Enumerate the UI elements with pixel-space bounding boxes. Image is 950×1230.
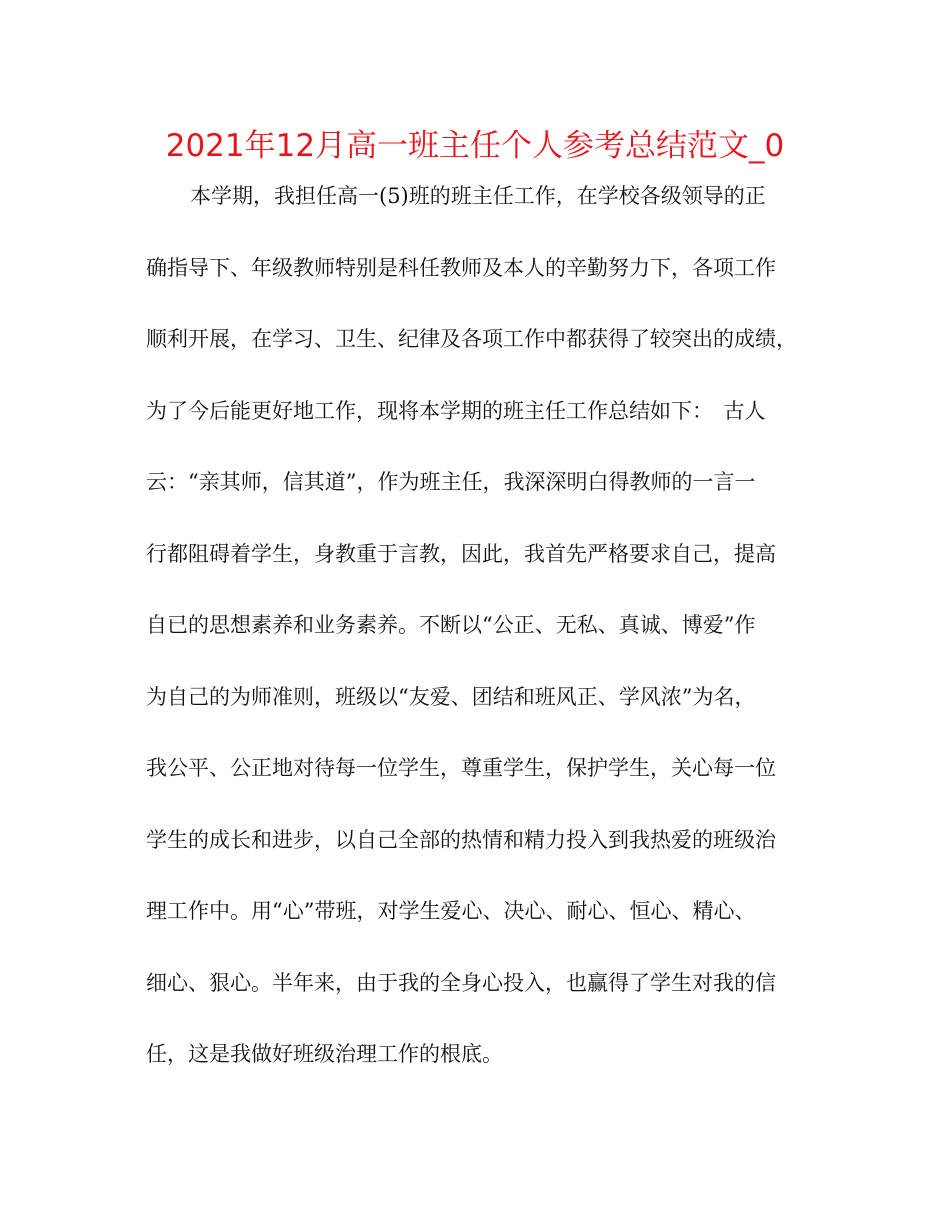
document-body (146, 176, 816, 1106)
paragraph-line: 确指导下、年级教师特别是科任教师及本人的辛勤努力下，各项工作 (146, 255, 776, 280)
paragraph-line: 为自己的为师准则，班级以“友爱、团结和班风正、学风浓”为名， (146, 684, 756, 709)
document-title: 2021年12月高一班主任个人参考总结范文_0 (165, 128, 785, 164)
paragraph-line: 理工作中。用“心”带班，对学生爱心、决心、耐心、恒心、精心、 (146, 899, 756, 923)
paragraph-line: 细心、狠心。半年来，由于我的全身心投入，也赢得了学生对我的信 (146, 970, 776, 995)
paragraph-line: 任，这是我做好班级治理工作的根底。 (146, 1042, 503, 1066)
paragraph-line: 为了今后能更好地工作，现将本学期的班主任工作总结如下： 古人 (146, 398, 766, 423)
paragraph-line: 云：“亲其师，信其道”，作为班主任，我深深明白得教师的一言一 (146, 470, 756, 494)
paragraph-line: 学生的成长和进步，以自己全部的热情和精力投入到我热爱的班级治 (146, 827, 776, 852)
paragraph-line: 行都阻碍着学生，身教重于言教，因此，我首先严格要求自己，提高 (146, 541, 776, 566)
paragraph-line: 自已的思想素养和业务素养。不断以“公正、无私、真诚、博爱”作 (146, 613, 756, 637)
paragraph-line: 我公平、公正地对待每一位学生，尊重学生，保护学生，关心每一位 (146, 756, 776, 780)
paragraph-line: 顺利开展，在学习、卫生、纪律及各项工作中都获得了较突出的成绩， (146, 327, 797, 351)
paragraph-line: 本学期，我担任高一(5)班的班主任工作，在学校各级领导的正 (190, 184, 766, 208)
